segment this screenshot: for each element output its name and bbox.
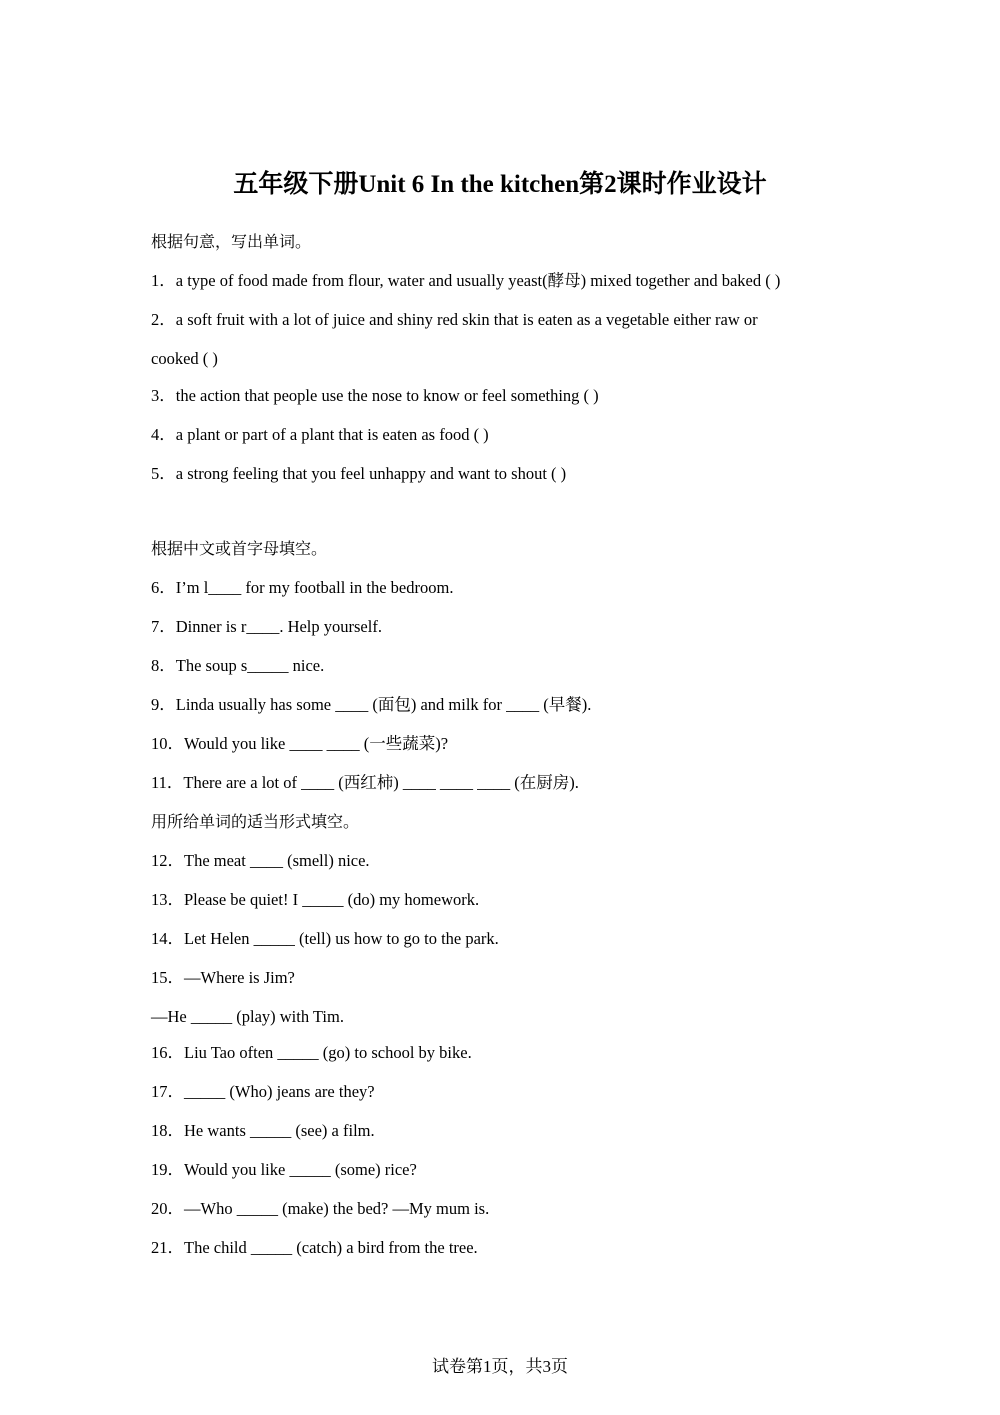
question-14: 14．Let Helen _____ (tell) us how to go to the park.: [151, 929, 499, 948]
question-2: 2．a soft fruit with a lot of juice and shiny red skin that is eaten as a vegetable either raw or: [151, 310, 758, 329]
question-13: 13．Please be quiet! I _____ (do) my homework.: [151, 890, 480, 909]
question-12: 12．The meat ____ (smell) nice.: [151, 851, 370, 870]
question-2-continued: cooked ( ): [151, 349, 218, 368]
section-heading-3: 用所给单词的适当形式填空。: [151, 812, 360, 831]
question-16: 16．Liu Tao often _____ (go) to school by bike.: [151, 1043, 472, 1062]
question-17: 17．_____ (Who) jeans are they?: [151, 1082, 375, 1101]
question-6: 6．I’m l____ for my football in the bedroom.: [151, 578, 454, 597]
document-title: 五年级下册Unit 6 In the kitchen第2课时作业设计: [233, 171, 767, 198]
question-21: 21．The child _____ (catch) a bird from the tree.: [151, 1238, 478, 1257]
question-9: 9．Linda usually has some ____ (面包) and milk for ____ (早餐).: [151, 695, 592, 714]
question-10: 10．Would you like ____ ____ (一些蔬菜)?: [151, 734, 449, 753]
question-8: 8．The soup s_____ nice.: [151, 656, 325, 675]
section-heading-1: 根据句意，写出单词。: [151, 232, 312, 251]
question-7: 7．Dinner is r____. Help yourself.: [151, 617, 382, 636]
question-11: 11．There are a lot of ____ (西红柿) ____ ____ ____ (在厨房).: [151, 773, 579, 792]
question-19: 19．Would you like _____ (some) rice?: [151, 1160, 417, 1179]
question-1: 1．a type of food made from flour, water and usually yeast(酵母) mixed together and baked ( ): [151, 271, 781, 290]
question-15-answer-line: —He _____ (play) with Tim.: [151, 1007, 344, 1026]
question-5: 5．a strong feeling that you feel unhappy and want to shout ( ): [151, 464, 567, 483]
question-18: 18．He wants _____ (see) a film.: [151, 1121, 375, 1140]
question-4: 4．a plant or part of a plant that is eaten as food ( ): [151, 425, 489, 444]
page-footer: 试卷第1页，共3页: [432, 1357, 568, 1376]
section-heading-2: 根据中文或首字母填空。: [151, 539, 328, 558]
question-15: 15．—Where is Jim?: [151, 968, 295, 987]
question-20: 20．—Who _____ (make) the bed? —My mum is.: [151, 1199, 490, 1218]
question-3: 3．the action that people use the nose to know or feel something ( ): [151, 386, 599, 405]
